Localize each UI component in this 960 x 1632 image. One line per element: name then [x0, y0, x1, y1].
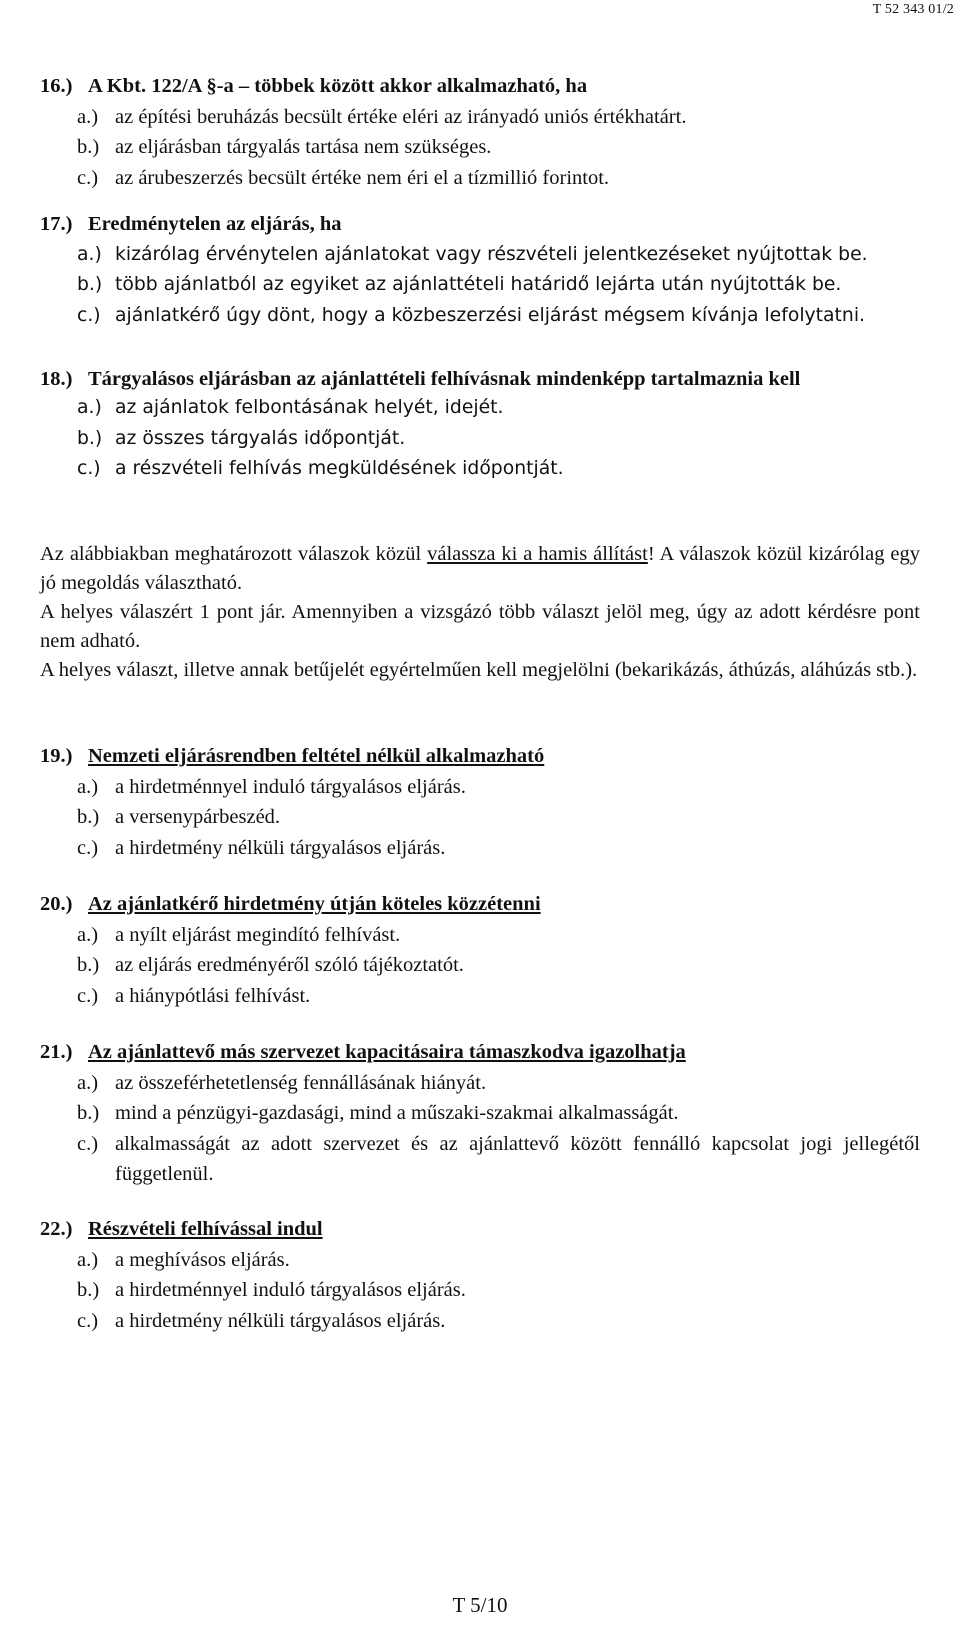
- option-text: a hirdetménnyel induló tárgyalásos eljárás.: [115, 775, 466, 798]
- option-label: b.): [77, 136, 100, 158]
- option-text: a részvételi felhívás megküldésének időpontját.: [115, 458, 564, 479]
- option-text: a hirdetmény nélküli tárgyalásos eljárás.: [115, 836, 446, 859]
- option-text: az összeférhetetlenség fennállásának hiányát.: [115, 1071, 487, 1094]
- option-b[interactable]: [40, 802, 920, 833]
- option-text: az ajánlatok felbontásának helyét, idejét.: [115, 397, 504, 418]
- question-text: Nemzeti eljárásrendben feltétel nélkül alkalmazható: [88, 745, 545, 767]
- option-label: c.): [77, 836, 99, 859]
- option-b[interactable]: [40, 950, 920, 981]
- instruction-emphasis: válassza ki a hamis állítást: [427, 543, 648, 565]
- option-a[interactable]: [40, 1245, 920, 1276]
- option-label: a.): [77, 775, 99, 798]
- option-label: a.): [77, 1071, 99, 1094]
- option-b[interactable]: [40, 1275, 920, 1306]
- question-number: 17.): [40, 213, 73, 235]
- question-text: A Kbt. 122/A §-a – többek között akkor alkalmazható, ha: [88, 75, 588, 97]
- option-c[interactable]: [40, 1306, 920, 1337]
- option-c[interactable]: [40, 454, 920, 485]
- question-text: Tárgyalásos eljárásban az ajánlattételi felhívásnak mindenképp tartalmaznia kell: [88, 368, 801, 390]
- option-b[interactable]: [40, 1098, 920, 1129]
- option-c[interactable]: [40, 301, 920, 332]
- option-label: c.): [77, 1309, 99, 1332]
- option-text: az árubeszerzés becsült értéke nem éri el a tízmillió forintot.: [115, 166, 610, 189]
- option-c[interactable]: [40, 163, 920, 194]
- option-label: b.): [77, 427, 103, 449]
- question-19: [40, 741, 920, 863]
- option-label: c.): [77, 304, 101, 326]
- option-label: b.): [77, 954, 100, 976]
- question-text: Részvételi felhívással indul: [88, 1218, 323, 1240]
- option-label: c.): [77, 458, 101, 479]
- page-code: T 52 343 01/2: [872, 2, 954, 17]
- option-text: az eljárás eredményéről szóló tájékoztatót.: [115, 954, 464, 976]
- option-label: c.): [77, 166, 99, 189]
- question-text: Az ajánlatkérő hirdetmény útján köteles közzétenni: [88, 893, 541, 915]
- option-b[interactable]: [40, 132, 920, 163]
- option-text: az összes tárgyalás időpontját.: [115, 427, 406, 449]
- option-text: több ajánlatból az egyiket az ajánlattételi határidő lejárta után nyújtották be.: [115, 274, 842, 295]
- question-title: [40, 889, 920, 920]
- instruction-text: Az alábbiakban meghatározott válaszok közül: [40, 543, 428, 565]
- question-number: 20.): [40, 893, 73, 915]
- option-text: a hiánypótlási felhívást.: [115, 984, 311, 1007]
- page-number: T 5/10: [452, 1593, 508, 1617]
- option-label: a.): [77, 923, 99, 946]
- option-label: a.): [77, 105, 99, 128]
- option-text: mind a pénzügyi-gazdasági, mind a műszaki-szakmai alkalmasságát.: [115, 1102, 679, 1124]
- instructions: [40, 540, 920, 685]
- question-22: [40, 1214, 920, 1336]
- question-number: 18.): [40, 368, 73, 390]
- instruction-paragraph-1: [40, 540, 920, 598]
- option-text: az eljárásban tárgyalás tartása nem szükséges.: [115, 136, 492, 158]
- question-number: 22.): [40, 1218, 73, 1240]
- question-number: 19.): [40, 745, 73, 767]
- instruction-paragraph-3: A helyes választ, illetve annak betűjelét egyértelműen kell megjelölni (bekarikázás, áthúzás, aláhúzás stb.).: [40, 659, 918, 681]
- question-text: Eredménytelen az eljárás, ha: [88, 213, 342, 235]
- question-title: [40, 1037, 920, 1068]
- instruction-paragraph-2: A helyes válaszért 1 pont jár. Amennyiben a vizsgázó több választ jelöl meg, úgy az adott kérdésre pont nem adható.: [40, 601, 920, 652]
- option-text: a hirdetménnyel induló tárgyalásos eljárás.: [115, 1279, 466, 1301]
- option-text: a hirdetmény nélküli tárgyalásos eljárás.: [115, 1309, 446, 1332]
- question-21: [40, 1037, 920, 1190]
- option-a[interactable]: [40, 1068, 920, 1099]
- option-label: c.): [77, 1132, 99, 1155]
- question-18: [40, 365, 920, 485]
- option-a[interactable]: [40, 393, 920, 424]
- option-label: b.): [77, 1102, 100, 1124]
- option-text: a nyílt eljárást megindító felhívást.: [115, 923, 401, 946]
- question-text: Az ajánlattevő más szervezet kapacitásaira támaszkodva igazolhatja: [88, 1041, 686, 1063]
- option-a[interactable]: [40, 102, 920, 133]
- option-text: az építési beruházás becsült értéke eléri az irányadó uniós értékhatárt.: [115, 105, 687, 128]
- question-title: [40, 209, 920, 240]
- question-20: [40, 889, 920, 1011]
- question-17: [40, 209, 920, 331]
- option-label: c.): [77, 984, 99, 1007]
- option-text: alkalmasságát az adott szervezet és az ajánlattevő között fennálló kapcsolat jogi jellegétől függetlenül.: [115, 1132, 920, 1185]
- option-text: a versenypárbeszéd.: [115, 806, 281, 828]
- option-b[interactable]: [40, 424, 920, 455]
- option-c[interactable]: [40, 1129, 920, 1190]
- option-a[interactable]: [40, 240, 920, 271]
- option-c[interactable]: [40, 981, 920, 1012]
- instruction-text: ! A válaszok közül kizárólag egy jó megoldás választható.: [40, 543, 920, 594]
- option-label: b.): [77, 806, 100, 828]
- question-number: 16.): [40, 75, 73, 97]
- question-title: [40, 365, 920, 393]
- option-label: a.): [77, 397, 102, 418]
- option-a[interactable]: [40, 920, 920, 951]
- question-16: [40, 71, 920, 193]
- question-title: [40, 71, 920, 102]
- option-label: b.): [77, 1279, 100, 1301]
- question-title: [40, 741, 920, 772]
- option-label: a.): [77, 1248, 99, 1271]
- option-a[interactable]: [40, 772, 920, 803]
- option-text: ajánlatkérő úgy dönt, hogy a közbeszerzési eljárást mégsem kívánja lefolytatni.: [115, 304, 866, 326]
- option-c[interactable]: [40, 833, 920, 864]
- option-b[interactable]: [40, 270, 920, 301]
- question-number: 21.): [40, 1041, 73, 1063]
- option-text: kizárólag érvénytelen ajánlatokat vagy részvételi jelentkezéseket nyújtottak be.: [115, 243, 868, 265]
- question-title: [40, 1214, 920, 1245]
- option-label: b.): [77, 274, 103, 295]
- option-label: a.): [77, 243, 102, 265]
- option-text: a meghívásos eljárás.: [115, 1248, 290, 1271]
